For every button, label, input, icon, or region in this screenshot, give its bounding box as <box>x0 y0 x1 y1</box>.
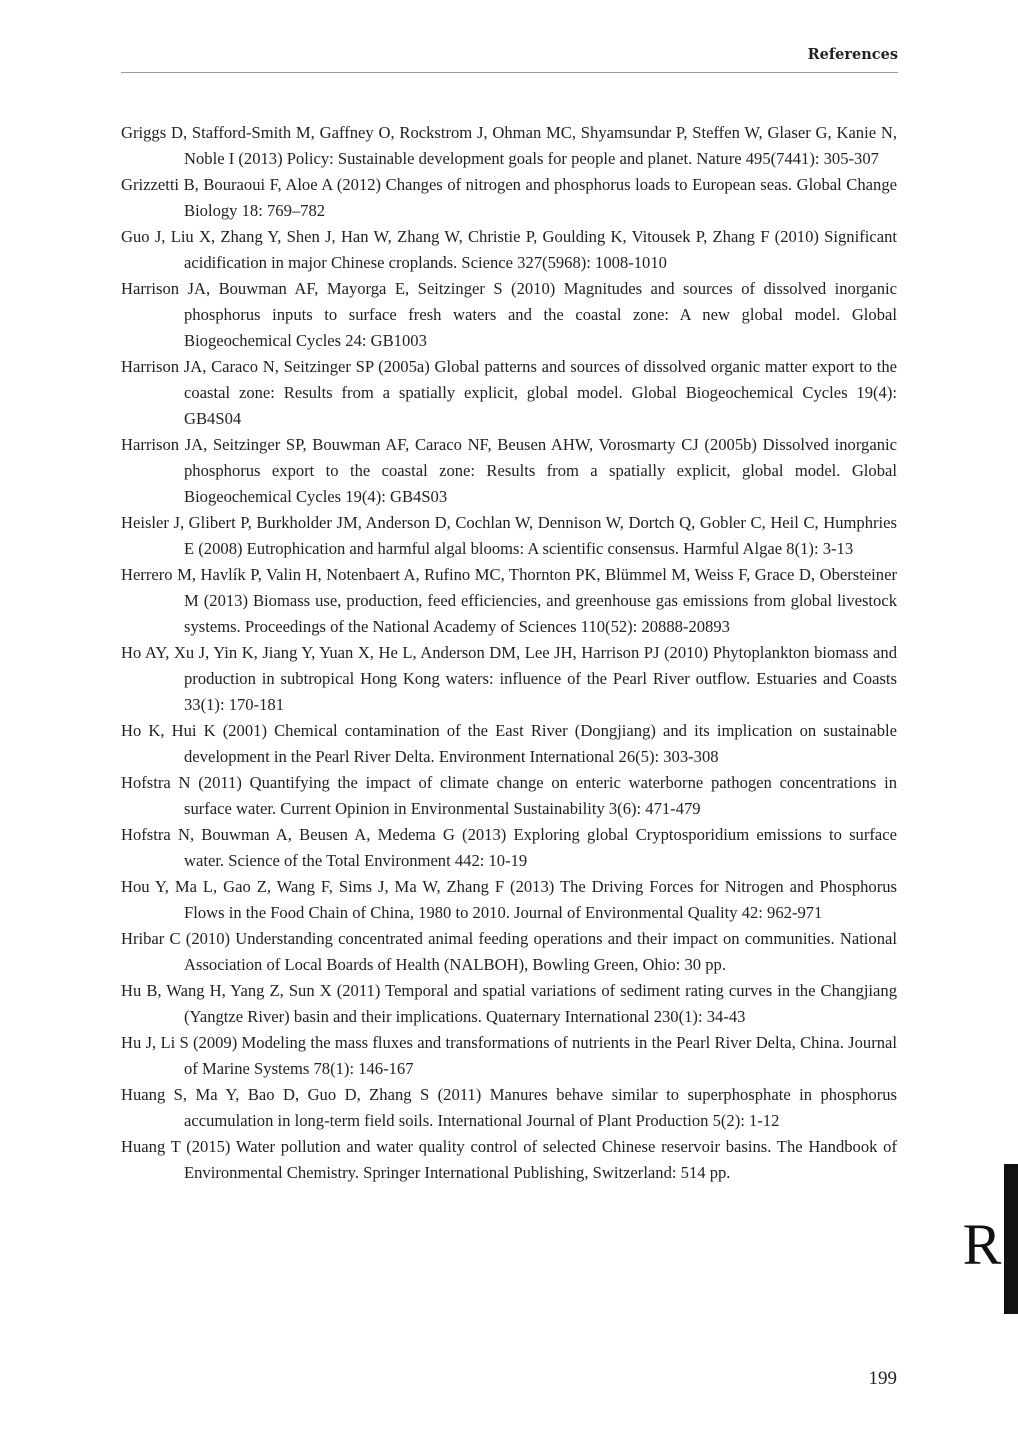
reference-entry: Hribar C (2010) Understanding concentrated animal feeding operations and their impact on communities. National Association of Local Boards of Health (NALBOH), Bowling Green, Ohio: 30 pp. <box>121 929 897 974</box>
reference-entry: Harrison JA, Seitzinger SP, Bouwman AF, Caraco NF, Beusen AHW, Vorosmarty CJ (2005b) Dissolved inorganic phosphorus export to the coastal zone: Results from a spatially explicit, global model. Global Biogeochemical Cycles 19(4): GB4S03 <box>121 435 897 506</box>
reference-entry: Huang T (2015) Water pollution and water quality control of selected Chinese reservoir basins. The Handbook of Environmental Chemistry. Springer International Publishing, Switzerland: 514 pp. <box>121 1137 897 1182</box>
reference-entry: Heisler J, Glibert P, Burkholder JM, Anderson D, Cochlan W, Dennison W, Dortch Q, Gobler C, Heil C, Humphries E (2008) Eutrophication and harmful algal blooms: A scientific consensus. Harmful Algae 8(1): 3-13 <box>121 513 897 558</box>
reference-entry: Hou Y, Ma L, Gao Z, Wang F, Sims J, Ma W, Zhang F (2013) The Driving Forces for Nitrogen and Phosphorus Flows in the Food Chain of China, 1980 to 2010. Journal of Environmental Quality 42: 962-971 <box>121 877 897 922</box>
reference-list <box>121 120 897 1186</box>
reference-entry: Ho K, Hui K (2001) Chemical contamination of the East River (Dongjiang) and its implication on sustainable development in the Pearl River Delta. Environment International 26(5): 303-308 <box>121 721 897 766</box>
reference-entry: Guo J, Liu X, Zhang Y, Shen J, Han W, Zhang W, Christie P, Goulding K, Vitousek P, Zhang F (2010) Significant acidification in major Chinese croplands. Science 327(5968): 1008-1010 <box>121 227 897 272</box>
running-header-title: References <box>807 46 898 63</box>
page-number: 199 <box>868 1368 897 1389</box>
section-thumb-tab <box>1004 1164 1018 1314</box>
reference-entry: Griggs D, Stafford-Smith M, Gaffney O, Rockstrom J, Ohman MC, Shyamsundar P, Steffen W, Glaser G, Kanie N, Noble I (2013) Policy: Sustainable development goals for people and planet. Nature 495(7441): 305-307 <box>121 123 897 168</box>
reference-entry: Hu J, Li S (2009) Modeling the mass fluxes and transformations of nutrients in the Pearl River Delta, China. Journal of Marine Systems 78(1): 146-167 <box>121 1033 897 1078</box>
reference-entry: Huang S, Ma Y, Bao D, Guo D, Zhang S (2011) Manures behave similar to superphosphate in phosphorus accumulation in long-term field soils. International Journal of Plant Production 5(2): 1-12 <box>121 1085 897 1130</box>
reference-entry: Hofstra N, Bouwman A, Beusen A, Medema G (2013) Exploring global Cryptosporidium emissions to surface water. Science of the Total Environment 442: 10-19 <box>121 825 897 870</box>
running-header <box>121 46 898 73</box>
reference-entry: Harrison JA, Caraco N, Seitzinger SP (2005a) Global patterns and sources of dissolved organic matter export to the coastal zone: Results from a spatially explicit, global model. Global Biogeochemical Cycles 19(4): GB4S04 <box>121 357 897 428</box>
reference-entry: Hofstra N (2011) Quantifying the impact of climate change on enteric waterborne pathogen concentrations in surface water. Current Opinion in Environmental Sustainability 3(6): 471-479 <box>121 773 897 818</box>
section-tab-letter: R <box>962 1212 1002 1277</box>
reference-entry: Grizzetti B, Bouraoui F, Aloe A (2012) Changes of nitrogen and phosphorus loads to European seas. Global Change Biology 18: 769–782 <box>121 175 897 220</box>
reference-entry: Hu B, Wang H, Yang Z, Sun X (2011) Temporal and spatial variations of sediment rating curves in the Changjiang (Yangtze River) basin and their implications. Quaternary International 230(1): 34-43 <box>121 981 897 1026</box>
reference-entry: Ho AY, Xu J, Yin K, Jiang Y, Yuan X, He L, Anderson DM, Lee JH, Harrison PJ (2010) Phytoplankton biomass and production in subtropical Hong Kong waters: influence of the Pearl River outflow. Estuaries and Coasts 33(1): 170-181 <box>121 643 897 714</box>
reference-entry: Harrison JA, Bouwman AF, Mayorga E, Seitzinger S (2010) Magnitudes and sources of dissolved inorganic phosphorus inputs to surface fresh waters and the coastal zone: A new global model. Global Biogeochemical Cycles 24: GB1003 <box>121 279 897 350</box>
reference-entry: Herrero M, Havlík P, Valin H, Notenbaert A, Rufino MC, Thornton PK, Blümmel M, Weiss F, Grace D, Obersteiner M (2013) Biomass use, production, feed efficiencies, and greenhouse gas emissions from global livestock systems. Proceedings of the National Academy of Sciences 110(52): 20888-20893 <box>121 565 897 636</box>
